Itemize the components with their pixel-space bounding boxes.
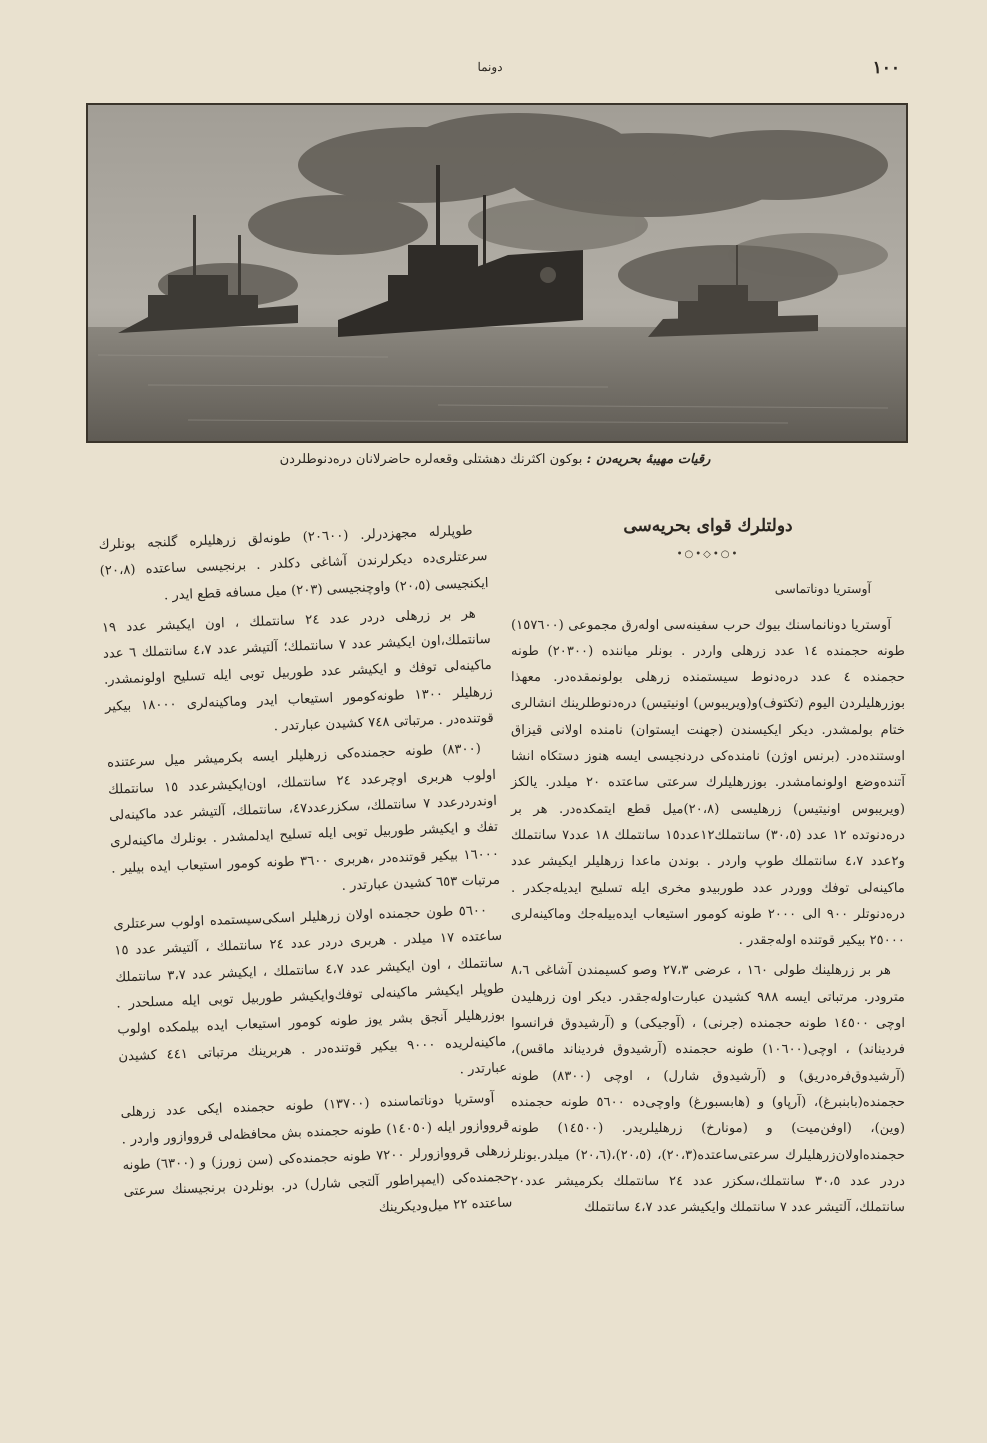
header-title: دونما <box>477 60 503 74</box>
paragraph: (٨٣٠٠) طونه حجمنده‌كی زرهلیلر ایسه بكرمیشر میل سرعتنده اولوب هربری اوچرعدد ٢٤ سانتملك، اون‌ایكیشرعدد ١٥ سانتملك اوندردرعدد ٧ سانتملك، سكزرعدد٤٧، سانتملك، آلتیشر عدد ماكینه‌لی تفك و ایكیشر طوربیل توبی ایله تسلیح ایدلمشدر . بونلرك ماكینه‌لری ١٦٠٠٠ بیكیر قوتنده‌در ،هربری ٣٦٠٠ طونه كومور استیعاب ایده بیلیر . مرتبات ٦٥٣ كشیدن عبارتدر . <box>106 741 501 894</box>
right-column <box>511 512 905 1225</box>
article-subheading: آوستریا دوناتماسی <box>774 581 871 597</box>
paragraph: طوپلرله مجهزدرلر. (٢٠٦٠٠) طونه‌لق زرهلیلره گلنجه بونلرك سرعتلری‌ده دیكرلرندن آشاغی دكلدر . برنجیسی ساعتده (٢٠،٨) ایكنجیسی (٢٠،٥) واوچنجیسی (٢٠٣) میل مسافه قطع ایدر . <box>98 523 489 604</box>
photo-caption <box>80 452 910 467</box>
paragraph: ٥٦٠٠ طون حجمنده اولان زرهلیلر اسكی‌سیستمده اولوب سرعتلری ساعتده ١٧ میلدر . هربری دردر عدد ٢٤ سانتملك ، آلتیشر عدد ١٥ سانتملك ، اون ایكیشر عدد ٤،٧ سانتملك ، ایكیشر عدد ٣،٧ سانتملك طوپلر ایكیشر ماكینه‌لی توفك‌وایكیشر طوربیل توبی ایله مسلحدر . بوزرهلیلر آنجق بشر یوز طونه كومور استیعاب ایده بیلمكده اولوب ماكینه‌لریده ٩٠٠٠ بیكیر قوتنده‌در . هربرینك مرتباتی ٤٤١ كشیدن عبارتدر . <box>113 903 508 1078</box>
paragraph: هر بر زرهلی دردر عدد ٢٤ سانتملك ، اون ایكیشر عدد ١٩ سانتملك،اون ایكیشر عدد ٧ سانتملك؛ آلتیشر عدد ٤،٧ سانتملك ٦ عدد ماكینه‌لی توفك و ایكیشر عدد طوربیل توبی ایله تسلیح اولونمشدر. زرهلیلر ١٣٠٠ طونه‌كومور استیعاب ایدر وماكینه‌لری ١٨٠٠٠ بیكیر قوتنده‌در . مرتباتی ٧٤٨ كشیدن عبارتدر . <box>101 606 494 735</box>
battleship-engraving-icon <box>88 105 906 441</box>
caption-text: بوكون اكثرنك دهشتلی وقعه‌لره حاضرلانان دره‌دنوطلردن <box>279 452 583 467</box>
left-column <box>98 518 513 1236</box>
article-title: دولتلرك قوای بحریه‌سی <box>623 516 793 536</box>
paragraph: آوستریا دوناتماسنده (١٣٧٠٠) طونه حجمنده ایكی عدد زرهلی قرووازور ایله (١٤٠٥٠) طونه حجمنده بش محافظه‌لی قرووازور واردر . زرهلی قرووازورلر ٧٢٠٠ طونه حجمنده‌كی (سن زورز) و (٦٣٠٠) طونه حجمنده‌كی (ایمپراطور آلتجی شارل) در. بونلردن برنجیسنك سرعتی ساعتده ٢٢ میل‌ودیكرینك <box>120 1091 513 1217</box>
ornament-divider: •○•◇•○• <box>676 549 740 560</box>
battleship-photo <box>86 103 908 443</box>
page-number: ١٠٠ <box>872 58 900 78</box>
running-head <box>80 58 900 82</box>
caption-bold: رقيات مهيبهٔ بحريه‌دن : <box>586 452 711 467</box>
paragraph: هر بر زرهلینك طولی ١٦٠ ، عرضی ٢٧،٣ وصو كسیمندن آشاغی ٨،٦ مترودر. مرتباتی ایسه ٩٨٨ كشیدن عبارت‌اوله‌جقدر. دیكر اون زرهلیدن اوچی ١٤٥٠٠ طونه حجمنده (جرنی) ، (آوجیكی) و (آرشیدوق فرانسوا فردیناند) ، اوچی(١٠٦٠٠) طونه حجمنده (آرشیدوق فردیناند ماقس)،(آرشیدوق‌فره‌دریق) و (آرشیدوق شارل) ، اوچی (٨٣٠٠) طونه حجمنده(بابنبرغ)، (آرپاو) و (هابسبورغ) واوچی‌ده ٥٦٠٠ طونه حجمنده (وین)، (اوفن‌میت) و (مونارخ) زرهلیلریدر. (١٤٥٠٠) طونه حجمنده‌اولان‌زرهلیلرك سرعتی‌ساعتده(٢٠،٣)، (٢٠،٥)،(٢٠،٦) میلدر.بونلر دردر عدد ٣٠،٥ سانتملك،سكزر عدد ٢٤ سانتملك بكرمیشر عدد٢٠ سانتملك، آلتیشر عدد ٧ سانتملك وایكیشر عدد ٤،٧ سانتملك <box>511 963 906 1216</box>
paragraph: آوستریا دونانماسنك بيوك حرب سفينه‌سی اوله‌رق مجموعی (١٥٧٦٠٠) طونه حجمنده ١٤ عدد زرهلی واردر . بونلر میاننده (٢٠٣٠٠) طونه حجمنده ٤ عدد دره‌دنوط سیستمنده زرهلی بولونمقده‌در. معهذا بوزرهلیلردن الیوم (تكتوف)و(ویریبوس) اونیتیس) دره‌دنوطلرینك انشالری ختام بولمشدر. دیكر ایكیسندن (جهنت ایستوان) نامنده اولانی قیزاق اوستنده‌در. (برنس اوژن) نامنده‌كی دردنجیسی ایسه هنوز دستكاه انشا آتنده‌وضع اولونمامشدر. بوزرهلیلرك سرعتی ساعتده ٢٠ میلدر. یالكز (ویریبوس اونیتیس) زرهلیسی (٢٠،٨)میل قطع ایتمكده‌در. هر بر دره‌دنوتده ١٢ عدد (٣٠،٥) سانتملك١٢عدد١٥ سانتملك ١٨ عدد٧ سانتملك و٢عدد ٤،٧ سانتملك طوپ واردر . بوندن ماعدا زرهلیلر ایكیشر عدد ماكینه‌لی توفك ووردر عدد طوربیدو مخری ایله تسلیح ایدیله‌جكدر . دره‌دنوتلر ٩٠٠ الی ٢٠٠٠ طونه كومور استیعاب ایده‌بیله‌جك وماكینه‌لری ٢٥٠٠٠ بیكیر قوتنده اوله‌جقدر . <box>511 617 906 949</box>
